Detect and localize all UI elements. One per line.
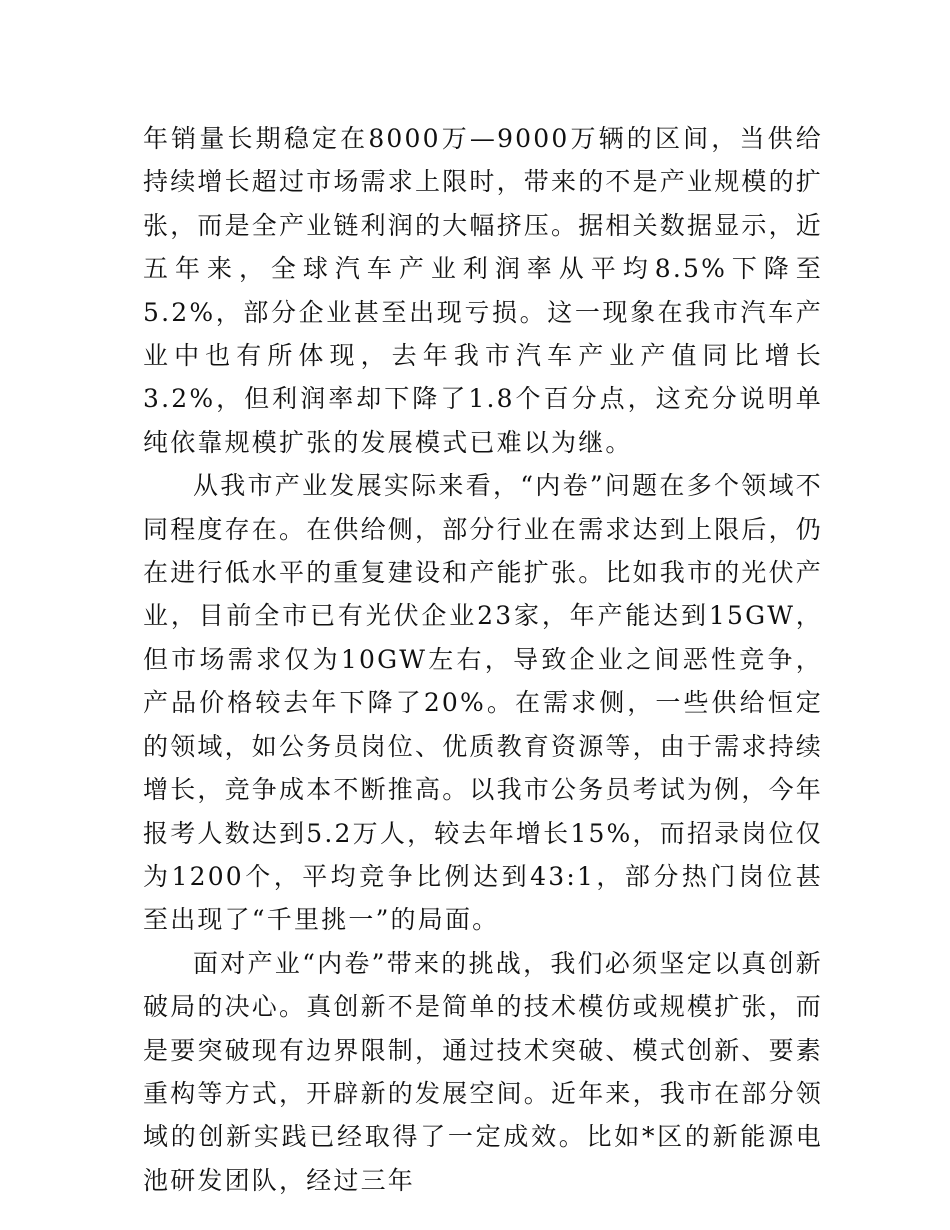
paragraph-innovation-breakthrough: 面对产业“内卷”带来的挑战，我们必须坚定以真创新破局的决心。真创新不是简单的技术模仿或规模扩张，而是要突破现有边界限制，通过技术突破、模式创新、要素重构等方式，开辟新的发展空间。近年来，我市在部分领域的创新实践已经取得了一定成效。比如*区的新能源电池研发团队，经过三年	[143, 948, 824, 1195]
paragraph-auto-industry-profit: 年销量长期稳定在8000万—9000万辆的区间，当供给持续增长超过市场需求上限时，带来的不是产业规模的扩张，而是全产业链利润的大幅挤压。据相关数据显示，近五年来，全球汽车产业利润率从平均8.5%下降至5.2%，部分企业甚至出现亏损。这一现象在我市汽车产业中也有所体现，去年我市汽车产业产值同比增长3.2%，但利润率却下降了1.8个百分点，这充分说明单纯依靠规模扩张的发展模式已难以为继。	[143, 124, 824, 457]
document-body	[143, 117, 823, 1202]
paragraph-involution-sectors: 从我市产业发展实际来看，“内卷”问题在多个领域不同程度存在。在供给侧，部分行业在需求达到上限后，仍在进行低水平的重复建设和产能扩张。比如我市的光伏产业，目前全市已有光伏企业23家，年产能达到15GW，但市场需求仅为10GW左右，导致企业之间恶性竞争，产品价格较去年下降了20%。在需求侧，一些供给恒定的领域，如公务员岗位、优质教育资源等，由于需求持续增长，竞争成本不断推高。以我市公务员考试为例，今年报考人数达到5.2万人，较去年增长15%，而招录岗位仅为1200个，平均竞争比例达到43:1，部分热门岗位甚至出现了“千里挑一”的局面。	[143, 471, 824, 935]
